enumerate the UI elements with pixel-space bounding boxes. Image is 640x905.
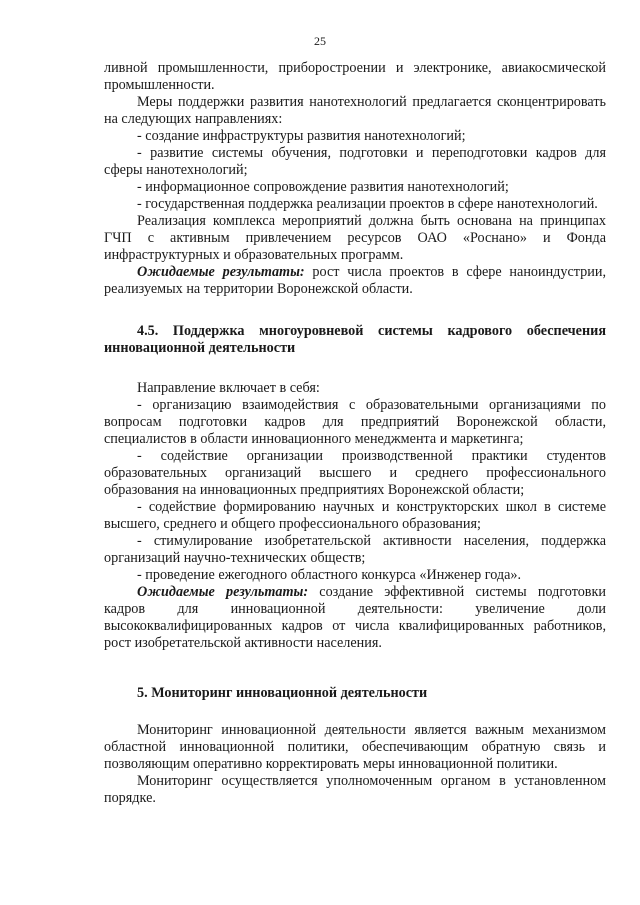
- section-5-heading: 5. Мониторинг инновационной деятельности: [137, 685, 428, 701]
- paragraph-implementation: Реализация комплекса мероприятий должна быть основана на принципах ГЧП с активным привлечением ресурсов ОАО «Роснано» и Фонда инфраструктурных и образовательных программ.: [104, 213, 606, 263]
- paragraph-continuation: ливной промышленности, приборостроении и электронике, авиакосмической промышленности.: [104, 60, 606, 93]
- expected-results-label: Ожидаемые результаты:: [137, 584, 309, 600]
- list-item: - стимулирование изобретательской активности населения, поддержка организаций научно-технических обществ;: [104, 533, 606, 566]
- expected-results-text: рост числа проектов в сфере наноиндустрии, реализуемых на территории Воронежской области.: [104, 264, 606, 297]
- paragraph-support-measures: Меры поддержки развития нанотехнологий предлагается сконцентрировать на следующих направлениях:: [104, 94, 606, 127]
- list-item: - содействие организации производственной практики студентов образовательных организаций высшего и среднего профессионального образования на инновационных предприятиях Воронежской области;: [104, 448, 606, 498]
- list-item: - организацию взаимодействия с образовательными организациями по вопросам подготовки кадров для предприятий Воронежской области, специалистов в области инновационного менеджмента и маркетинга;: [104, 397, 606, 447]
- paragraph-monitoring-authority: Мониторинг осуществляется уполномоченным органом в установленном порядке.: [104, 773, 606, 806]
- expected-results-label: Ожидаемые результаты:: [137, 264, 305, 280]
- page-number: 25: [314, 34, 326, 48]
- paragraph-monitoring: Мониторинг инновационной деятельности является важным механизмом областной инновационной политики, обеспечивающим обратную связь и позволяющим оперативно корректировать меры инновационной политики.: [104, 722, 606, 772]
- list-item: - создание инфраструктуры развития нанотехнологий;: [137, 128, 466, 144]
- list-item: - содействие формированию научных и конструкторских школ в системе высшего, среднего и общего профессионального образования;: [104, 499, 606, 532]
- list-item: - проведение ежегодного областного конкурса «Инженер года».: [137, 567, 522, 583]
- list-item: - государственная поддержка реализации проектов в сфере нанотехнологий.: [137, 196, 598, 212]
- expected-results-text: создание эффективной системы подготовки кадров для инновационной деятельности: увеличение доли высококвалифицированных кадров от числа квалифицированных работников, рост изобретательской активности населения.: [104, 584, 606, 651]
- list-item: - развитие системы обучения, подготовки и переподготовки кадров для сферы нанотехнологий;: [104, 145, 606, 178]
- page-content: [104, 60, 606, 807]
- list-item: - информационное сопровождение развития нанотехнологий;: [137, 179, 509, 195]
- expected-results-nano: [104, 264, 606, 298]
- section-4-5-heading: 4.5. Поддержка многоуровневой системы кадрового обеспечения инновационной деятельности: [104, 323, 606, 356]
- section-4-5-intro: Направление включает в себя:: [137, 380, 320, 396]
- expected-results-staff: [104, 584, 606, 652]
